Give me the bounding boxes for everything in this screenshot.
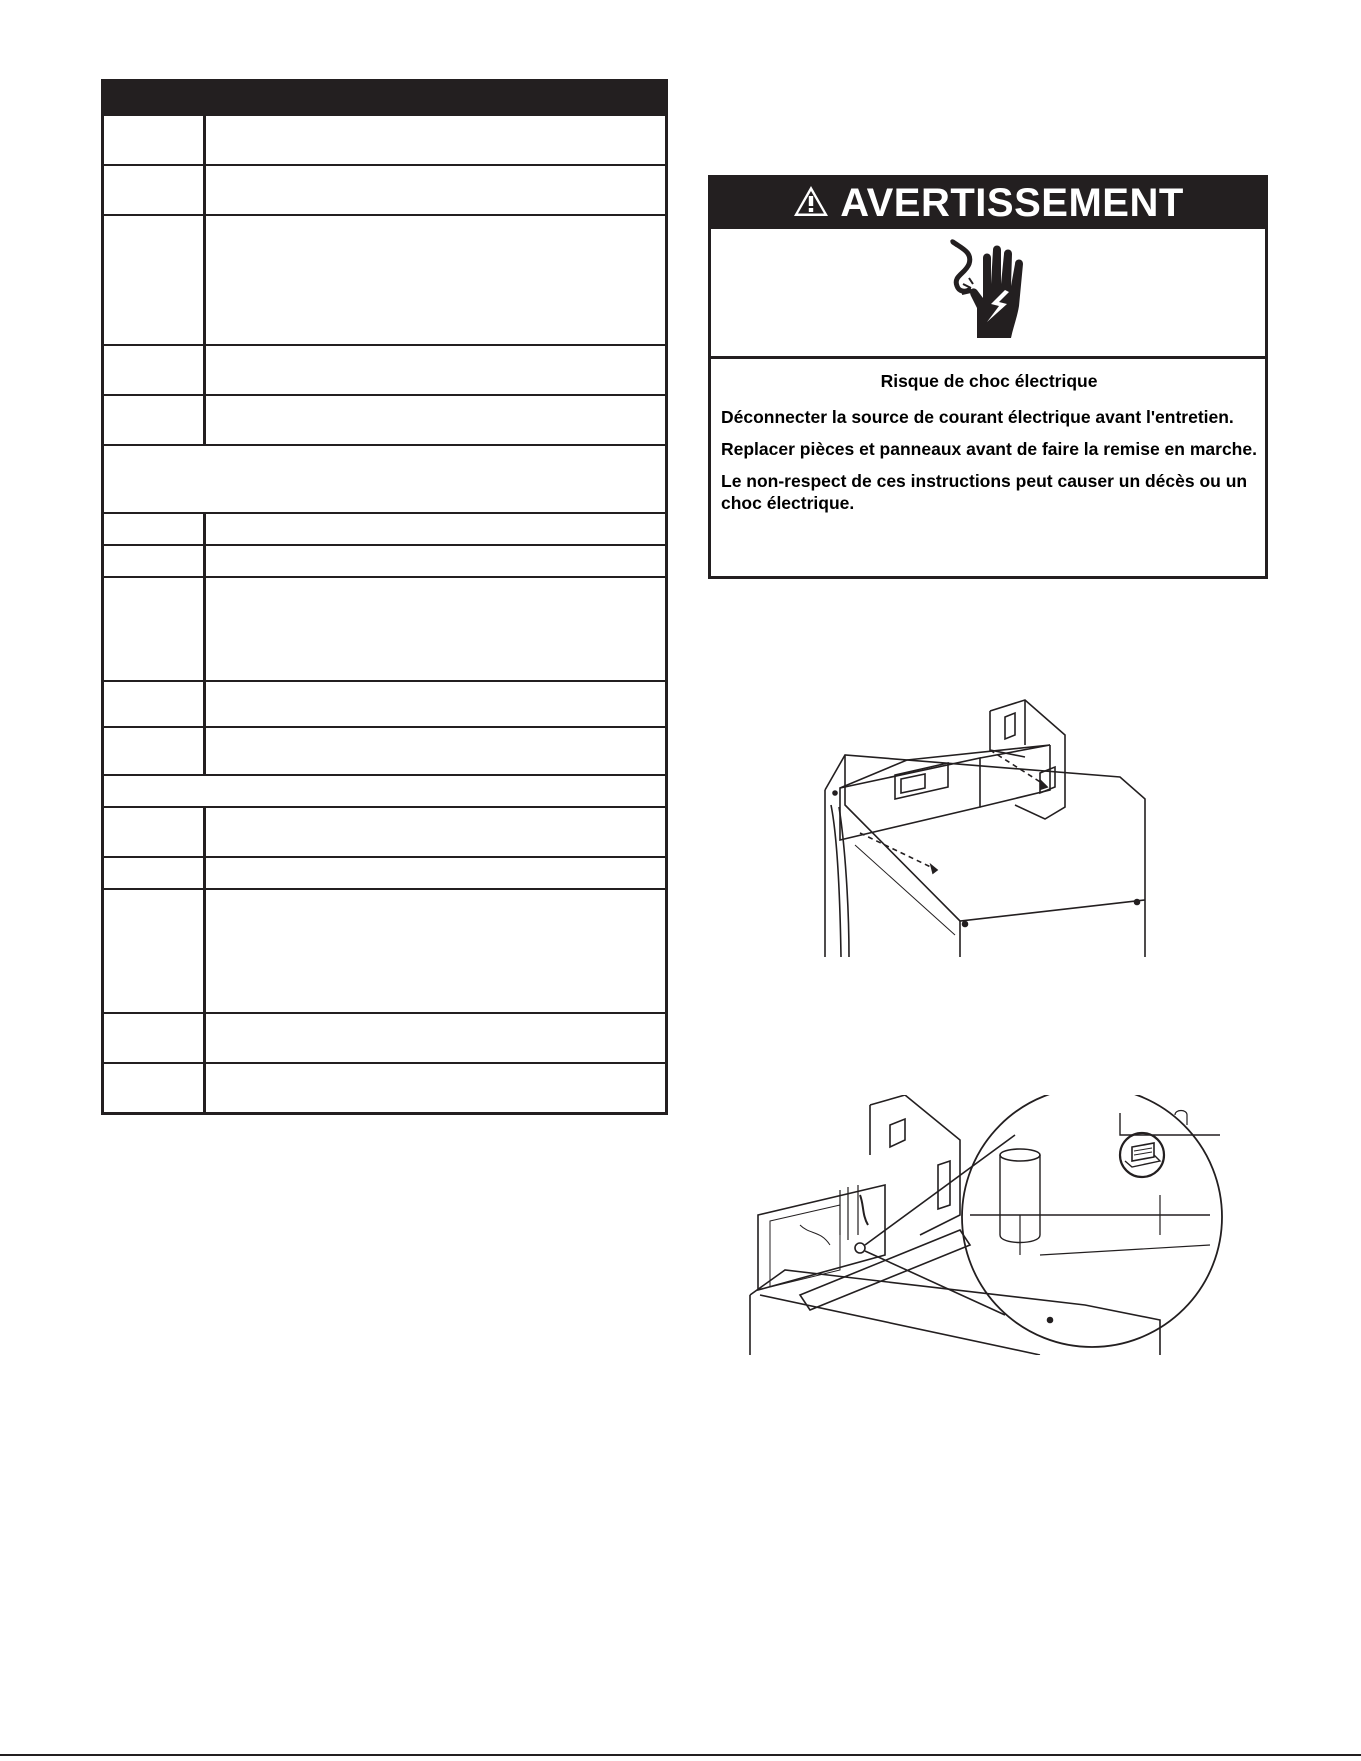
table-cell-value xyxy=(206,858,665,888)
table-row xyxy=(104,888,665,1012)
table-row xyxy=(104,576,665,680)
table-cell-value xyxy=(206,890,665,1012)
warning-line-replace: Replacer pièces et panneaux avant de faire la remise en marche. xyxy=(721,439,1257,459)
table-cell-value xyxy=(206,546,665,576)
table-row xyxy=(104,544,665,576)
symbol-area xyxy=(711,229,1265,359)
table-cell-value xyxy=(206,808,665,856)
table-cell-value xyxy=(206,682,665,726)
table-row xyxy=(104,344,665,394)
warning-title-bar xyxy=(711,178,1265,229)
table-cell-value xyxy=(104,446,665,512)
table-cell-value xyxy=(206,166,665,214)
table-cell-label xyxy=(104,216,206,344)
table-row xyxy=(104,394,665,444)
table-cell-label xyxy=(104,396,206,444)
table-cell-value xyxy=(206,116,665,164)
footer-rule xyxy=(0,1754,1361,1756)
table-row xyxy=(104,512,665,544)
table-cell-value xyxy=(206,578,665,680)
table-body xyxy=(104,114,665,1112)
table-cell-label xyxy=(104,346,206,394)
table-header xyxy=(104,82,665,114)
table-cell-label xyxy=(104,890,206,1012)
console-removal-illustration xyxy=(815,695,1155,957)
table-cell-label xyxy=(104,858,206,888)
table-row xyxy=(104,114,665,164)
table-row xyxy=(104,444,665,512)
table-cell-label xyxy=(104,728,206,774)
table-cell-label xyxy=(104,1064,206,1112)
table-row xyxy=(104,164,665,214)
table-cell-label xyxy=(104,166,206,214)
table-cell-value xyxy=(206,514,665,544)
table-cell-label xyxy=(104,514,206,544)
warning-heading: Risque de choc électrique xyxy=(880,371,1098,391)
table-cell-value xyxy=(206,1064,665,1112)
console-connector-detail-illustration xyxy=(740,1095,1240,1355)
table-cell-label xyxy=(104,1014,206,1062)
table-cell-value xyxy=(206,216,665,344)
table-row xyxy=(104,680,665,726)
table-cell-value xyxy=(206,346,665,394)
table-cell-value xyxy=(206,728,665,774)
table-cell-value xyxy=(104,776,665,806)
table-cell-label xyxy=(104,116,206,164)
warning-title: AVERTISSEMENT xyxy=(840,181,1184,225)
table-cell-value xyxy=(206,1014,665,1062)
alert-triangle-icon xyxy=(792,184,830,223)
table-cell-label xyxy=(104,682,206,726)
warning-box xyxy=(708,175,1268,579)
table-row xyxy=(104,214,665,344)
table-cell-label xyxy=(104,808,206,856)
table-row xyxy=(104,774,665,806)
electric-shock-hand-icon xyxy=(943,238,1033,347)
table-row xyxy=(104,1062,665,1112)
table-row xyxy=(104,726,665,774)
table-cell-label xyxy=(104,578,206,680)
table-row xyxy=(104,1012,665,1062)
table-cell-label xyxy=(104,546,206,576)
table-cell-value xyxy=(206,396,665,444)
warning-line-consequence: Le non-respect de ces instructions peut causer un décès ou un choc électrique. xyxy=(721,471,1248,513)
table-row xyxy=(104,856,665,888)
spec-table xyxy=(101,79,668,1115)
warning-body xyxy=(711,359,1265,514)
table-row xyxy=(104,806,665,856)
warning-line-disconnect: Déconnecter la source de courant électrique avant l'entretien. xyxy=(721,407,1234,427)
